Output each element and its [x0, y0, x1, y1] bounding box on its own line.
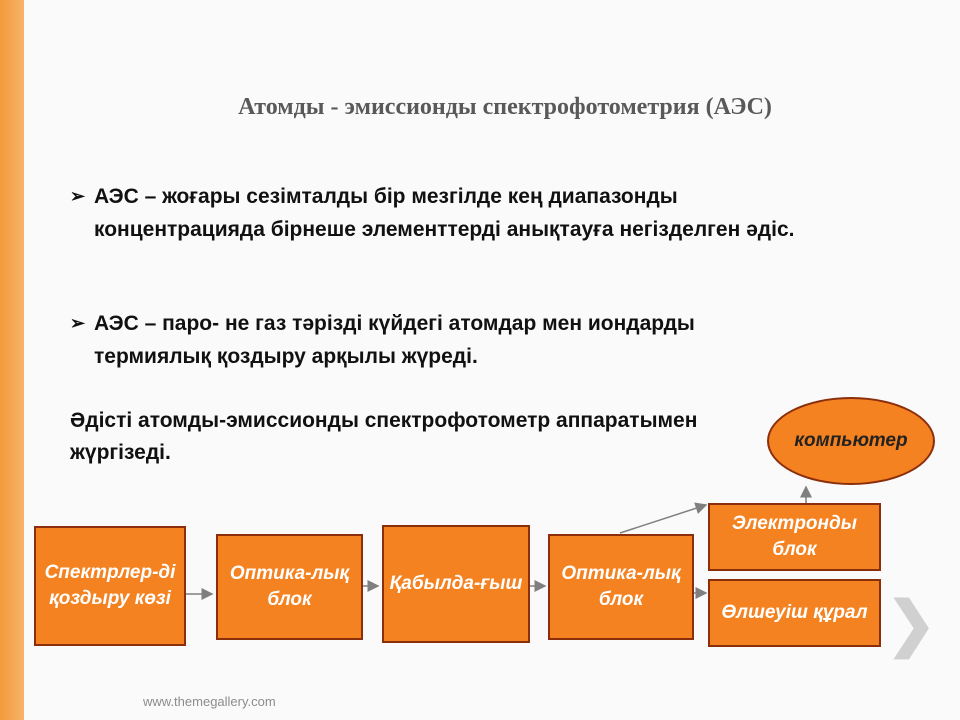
box-measuring-device: Өлшеуіш құрал: [708, 579, 881, 647]
box-optical-block-1: Оптика-лық блок: [216, 534, 363, 640]
bullet-arrow-icon: ➢: [70, 313, 86, 333]
box-excitation-source: Спектрлер-ді қоздыру көзі: [34, 526, 186, 646]
box-optical-block-2: Оптика-лық блок: [548, 534, 694, 640]
bullet-2-text: АЭС – паро- не газ тәрізді күйдегі атомдар мен иондарды термиялық қоздыру арқылы жүреді.: [94, 312, 695, 368]
box-receiver: Қабылда-ғыш: [382, 525, 530, 643]
slide-title: Атомды - эмиссионды спектрофотометрия (АЭС): [238, 94, 772, 120]
method-paragraph: Әдісті атомды-эмиссионды спектрофотометр аппаратымен жүргізеді.: [70, 409, 698, 464]
box-electronic-block: Электронды блок: [708, 503, 881, 571]
ellipse-computer: компьютер: [767, 397, 935, 485]
bullet-1-text: АЭС – жоғары сезімталды бір мезгілде кең диапазонды концентрацияда бірнеше элементтерді анықтауға негізделген әдіс.: [94, 185, 795, 241]
next-slide-chevron-icon[interactable]: ❯: [886, 590, 937, 657]
footer-url: www.themegallery.com: [143, 694, 276, 709]
arrow-optic2-to-electronic: [620, 505, 706, 533]
bullet-arrow-icon: ➢: [70, 186, 86, 206]
